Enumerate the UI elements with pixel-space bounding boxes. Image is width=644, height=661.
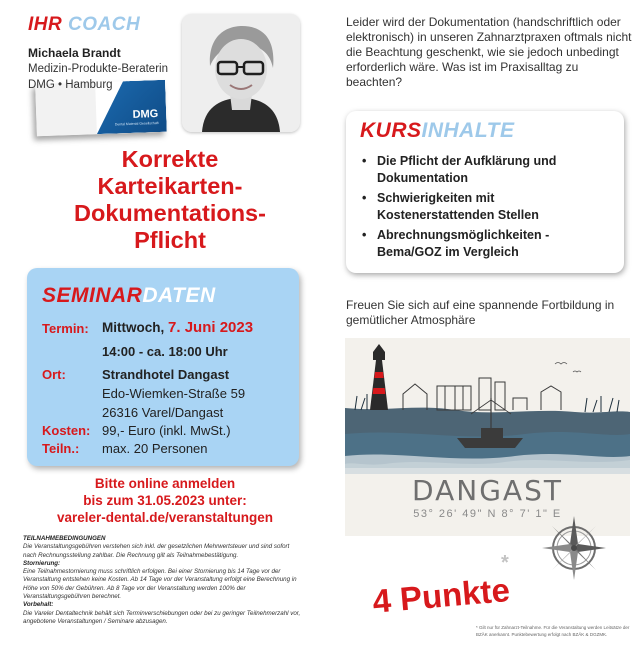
coach-heading [28,14,140,36]
course-topic-list [360,153,615,264]
terms-heading: TEILNAHMEBEDINGUNGEN [23,535,106,542]
coach-heading-word1: IHR [28,14,63,35]
title-line: Karteikarten- [97,173,243,199]
termin-day: Mittwoch, [102,320,165,335]
kosten-label: Kosten: [42,423,91,438]
vorbehalt-text: Die Vareler Dentaltechnik behält sich Terminverschiebungen oder bei zu geringer Teilnehmerzahl vor, angebotene Veranstaltungen / Seminare abzusagen. [23,609,301,625]
course-heading-word1: KURS [360,119,422,142]
dangast-illustration [345,338,630,536]
ort-name: Strandhotel Dangast [102,367,230,382]
register-line: Bitte online anmelden [94,476,236,491]
compass-rose-icon [538,512,610,584]
seminar-heading [42,284,216,308]
kosten-value: 99,- Euro (inkl. MwSt.) [102,423,231,438]
terms-block [23,535,303,626]
points-asterisk: * [501,552,509,574]
storno-text: Eine Teilnahmestornierung muss schriftlich erfolgen. Bei einer Stornierung bis 14 Tage vor der Veranstaltung entstehen keine Kosten. Ab 14 Tage vor der Veranstaltung erfolgt eine Berechnung in Höhe von 50% der Gebühren. Ab 8 Tage vor der Veranstaltung werden 100% der Veranstaltungsgebühren berechnet. [23,568,297,601]
seminar-data-box [27,268,299,466]
course-content-box [346,111,624,273]
seminar-heading-word1: SEMINAR [42,284,143,307]
coach-location: DMG • Hamburg [28,79,113,91]
coach-role: Medizin-Produkte-Beraterin [28,63,168,75]
seminar-heading-word2: DATEN [142,284,216,307]
coach-portrait-icon [182,14,300,132]
points-badge: 4 Punkte [371,571,512,620]
dangast-coordinates: 53° 26' 49" N 8° 7' 1" E [413,508,562,520]
register-line: bis zum 31.05.2023 unter: [83,493,247,508]
coach-photo [182,14,300,132]
title-line: Dokumentations- [74,200,266,226]
termin-time: 14:00 - ca. 18:00 Uhr [102,344,228,359]
storno-heading: Stornierung: [23,559,61,567]
dmg-logo-subtext: Dental Material Gesellschaft [114,121,159,127]
terms-text: Die Veranstaltungsgebühren verstehen sich inkl. der gesetzlichen Mehrwertsteuer und sind sofort nach Rechnungsstellung zahlbar. Die Rechnung gilt als Teilnahmebestätigung. [23,543,290,559]
course-heading [360,119,514,143]
page-title [40,146,300,254]
vorbehalt-heading: Vorbehalt: [23,601,54,609]
course-heading-word2: INHALTE [421,119,515,142]
closing-text: Freuen Sie sich auf eine spannende Fortbildung in gemütlicher Atmosphäre [346,298,615,327]
dmg-logo: DMG [132,108,159,121]
list-item: • Abrechnungsmöglichkeiten - Bema/GOZ im Vergleich [360,227,615,261]
teiln-value: max. 20 Personen [102,441,208,456]
dangast-title: DANGAST [412,474,563,507]
termin-label: Termin: [42,321,89,336]
registration-note [30,475,300,526]
termin-value [102,319,253,337]
ort-street: Edo-Wiemken-Straße 59 [102,386,246,401]
ort-label: Ort: [42,367,66,382]
coach-name: Michaela Brandt [28,46,121,60]
list-item: • Die Pflicht der Aufklärung und Dokumentation [360,153,615,187]
points-fineprint: * Gilt nur für Zahnarzt-Teilnahme. Für die Veranstaltung werden Leitsätze der BZÄK anerkannt. Punktebewertung erfolgt nach BZÄK & DGZMK. [476,625,630,637]
teiln-label: Teiln.: [42,441,80,456]
intro-text: Leider wird der Dokumentation (handschriftlich oder elektronisch) in unseren Zahnarztpraxen oftmals nicht die Beachtung geschenkt, wie sie jedoch unbedingt erforderlich wäre. Was ist im Praxisalltag zu beachten? [346,15,632,89]
title-line: Korrekte [121,146,219,172]
register-url[interactable]: vareler-dental.de/veranstaltungen [56,510,274,525]
termin-date: 7. Juni 2023 [168,319,254,336]
title-line: Pflicht [134,227,206,253]
list-item: • Schwierigkeiten mit Kostenerstattenden Stellen [360,190,615,224]
ort-city: 26316 Varel/Dangast [102,405,224,420]
coach-heading-word2: COACH [68,14,141,35]
